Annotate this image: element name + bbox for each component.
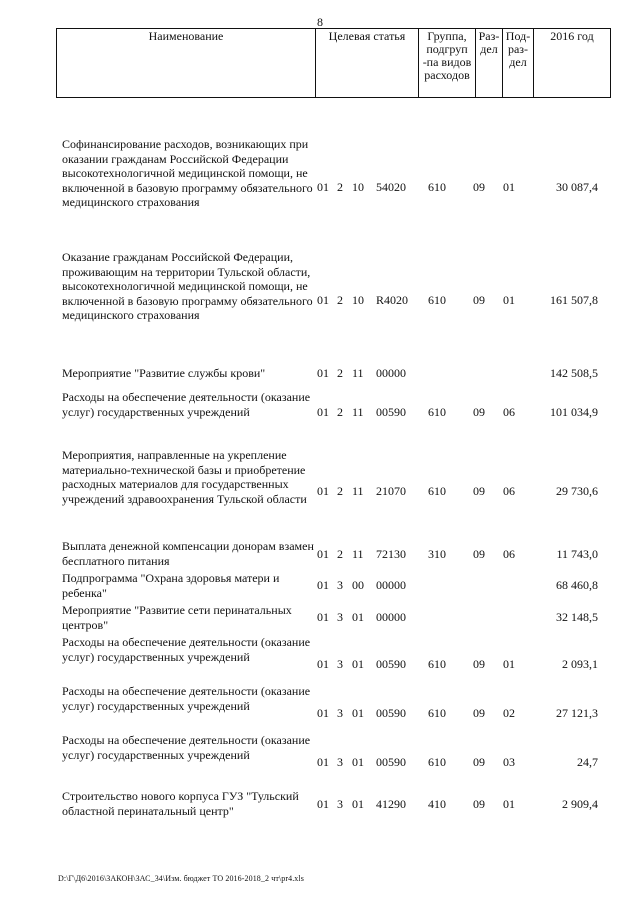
row-podr: 06 [503, 484, 515, 498]
header-group-line: Группа, [427, 29, 467, 43]
row-podr: 01 [503, 293, 515, 307]
row-sum: 68 460,8 [556, 578, 598, 592]
row-sum: 11 743,0 [556, 547, 598, 561]
row-k3: 01 [352, 610, 364, 624]
row-k1: 01 [317, 578, 329, 592]
row-razd: 09 [473, 180, 485, 194]
row-k4: 00000 [376, 578, 406, 592]
row-sum: 30 087,4 [556, 180, 598, 194]
row-sum: 29 730,6 [556, 484, 598, 498]
row-k2: 2 [337, 180, 343, 194]
row-name: Мероприятия, направленные на укрепление материально-технической базы и приобретение расходных материалов для государственных учреждений здравоохранения Тульской области [62, 448, 307, 506]
row-k3: 01 [352, 755, 364, 769]
row-sum: 24,7 [577, 755, 598, 769]
row-k3: 01 [352, 706, 364, 720]
row-k1: 01 [317, 797, 329, 811]
row-podr: 01 [503, 797, 515, 811]
row-name: Расходы на обеспечение деятельности (оказание услуг) государственных учреждений [62, 390, 311, 419]
row-k1: 01 [317, 405, 329, 419]
row-k2: 2 [337, 405, 343, 419]
row-k4: 00590 [376, 755, 406, 769]
file-path-footer: D:\Г\Д6\2016\ЗАКОН\ЗАС_34\Изм. бюджет ТО 2016-2018_2 чт\pr4.xls [58, 874, 304, 883]
header-group-line: -па видов [422, 55, 472, 69]
row-k3: 11 [352, 484, 364, 498]
row-k4: R4020 [376, 293, 409, 307]
row-k2: 2 [337, 366, 343, 380]
row-k4: 00000 [376, 610, 406, 624]
row-grp: 610 [428, 293, 446, 307]
row-k2: 3 [337, 578, 343, 592]
row-name: Мероприятие "Развитие сети перинатальных центров" [62, 603, 292, 632]
header-subsection-line: Под- [505, 29, 531, 43]
row-k3: 10 [352, 293, 364, 307]
header-target-article: Целевая статья [316, 29, 419, 98]
row-k2: 2 [337, 293, 343, 307]
row-razd: 09 [473, 484, 485, 498]
row-name: Строительство нового корпуса ГУЗ "Тульский областной перинатальный центр" [62, 789, 299, 818]
row-sum: 142 508,5 [550, 366, 598, 380]
row-sum: 2 093,1 [562, 657, 598, 671]
row-razd: 09 [473, 797, 485, 811]
row-k3: 11 [352, 405, 364, 419]
row-grp: 610 [428, 405, 446, 419]
row-razd: 09 [473, 755, 485, 769]
row-podr: 06 [503, 547, 515, 561]
row-sum: 101 034,9 [550, 405, 598, 419]
row-razd: 09 [473, 657, 485, 671]
header-section-line: дел [480, 42, 498, 56]
row-razd: 09 [473, 547, 485, 561]
header-name: Наименование [57, 29, 316, 98]
row-grp: 410 [428, 797, 446, 811]
header-section-line: Раз- [478, 29, 500, 43]
row-sum: 27 121,3 [556, 706, 598, 720]
row-name: Расходы на обеспечение деятельности (оказание услуг) государственных учреждений [62, 635, 311, 664]
row-name: Оказание гражданам Российской Федерации, проживающим на территории Тульской области, высокотехнологичной медицинской помощи, не включенной в базовую программу обязательного медицинского страхования [62, 250, 313, 322]
row-k1: 01 [317, 484, 329, 498]
row-k2: 2 [337, 547, 343, 561]
header-group-line: подгруп [426, 42, 468, 56]
row-k2: 3 [337, 755, 343, 769]
row-k3: 10 [352, 180, 364, 194]
row-k4: 00590 [376, 405, 406, 419]
row-sum: 161 507,8 [550, 293, 598, 307]
row-k1: 01 [317, 706, 329, 720]
row-k4: 00000 [376, 366, 406, 380]
header-subsection-line: раз- [507, 42, 529, 56]
row-grp: 310 [428, 547, 446, 561]
row-k1: 01 [317, 180, 329, 194]
row-grp: 610 [428, 755, 446, 769]
row-razd: 09 [473, 706, 485, 720]
row-k2: 3 [337, 797, 343, 811]
row-k4: 00590 [376, 657, 406, 671]
row-k2: 3 [337, 706, 343, 720]
row-k3: 11 [352, 366, 364, 380]
row-podr: 03 [503, 755, 515, 769]
row-podr: 01 [503, 180, 515, 194]
row-k1: 01 [317, 610, 329, 624]
row-k3: 11 [352, 547, 364, 561]
header-subsection-line: дел [509, 55, 527, 69]
row-k2: 3 [337, 657, 343, 671]
row-k1: 01 [317, 547, 329, 561]
row-razd: 09 [473, 293, 485, 307]
row-grp: 610 [428, 180, 446, 194]
row-podr: 01 [503, 657, 515, 671]
row-k1: 01 [317, 366, 329, 380]
row-name: Выплата денежной компенсации донорам взамен бесплатного питания [62, 539, 314, 568]
row-k2: 2 [337, 484, 343, 498]
row-k1: 01 [317, 755, 329, 769]
row-k3: 00 [352, 578, 364, 592]
row-name: Расходы на обеспечение деятельности (оказание услуг) государственных учреждений [62, 733, 311, 762]
row-name: Подпрограмма "Охрана здоровья матери и ребенка" [62, 571, 280, 600]
row-podr: 06 [503, 405, 515, 419]
header-group-line: расходов [424, 68, 470, 82]
page-number: 8 [317, 15, 323, 29]
row-k4: 00590 [376, 706, 406, 720]
row-razd: 09 [473, 405, 485, 419]
row-name: Софинансирование расходов, возникающих при оказании гражданам Российской Федерации высокотехнологичной медицинской помощи, не включенной в базовую программу обязательного медицинского страхования [62, 137, 313, 209]
row-grp: 610 [428, 706, 446, 720]
row-k4: 72130 [376, 547, 406, 561]
header-year: 2016 год [534, 29, 611, 98]
row-k4: 41290 [376, 797, 406, 811]
row-k3: 01 [352, 797, 364, 811]
row-k2: 3 [337, 610, 343, 624]
row-sum: 32 148,5 [556, 610, 598, 624]
row-k4: 54020 [376, 180, 406, 194]
row-name: Мероприятие "Развитие службы крови" [62, 366, 266, 380]
row-k1: 01 [317, 293, 329, 307]
row-podr: 02 [503, 706, 515, 720]
row-sum: 2 909,4 [562, 797, 598, 811]
row-k3: 01 [352, 657, 364, 671]
row-grp: 610 [428, 657, 446, 671]
row-k1: 01 [317, 657, 329, 671]
row-k4: 21070 [376, 484, 406, 498]
row-grp: 610 [428, 484, 446, 498]
row-name: Расходы на обеспечение деятельности (оказание услуг) государственных учреждений [62, 684, 311, 713]
